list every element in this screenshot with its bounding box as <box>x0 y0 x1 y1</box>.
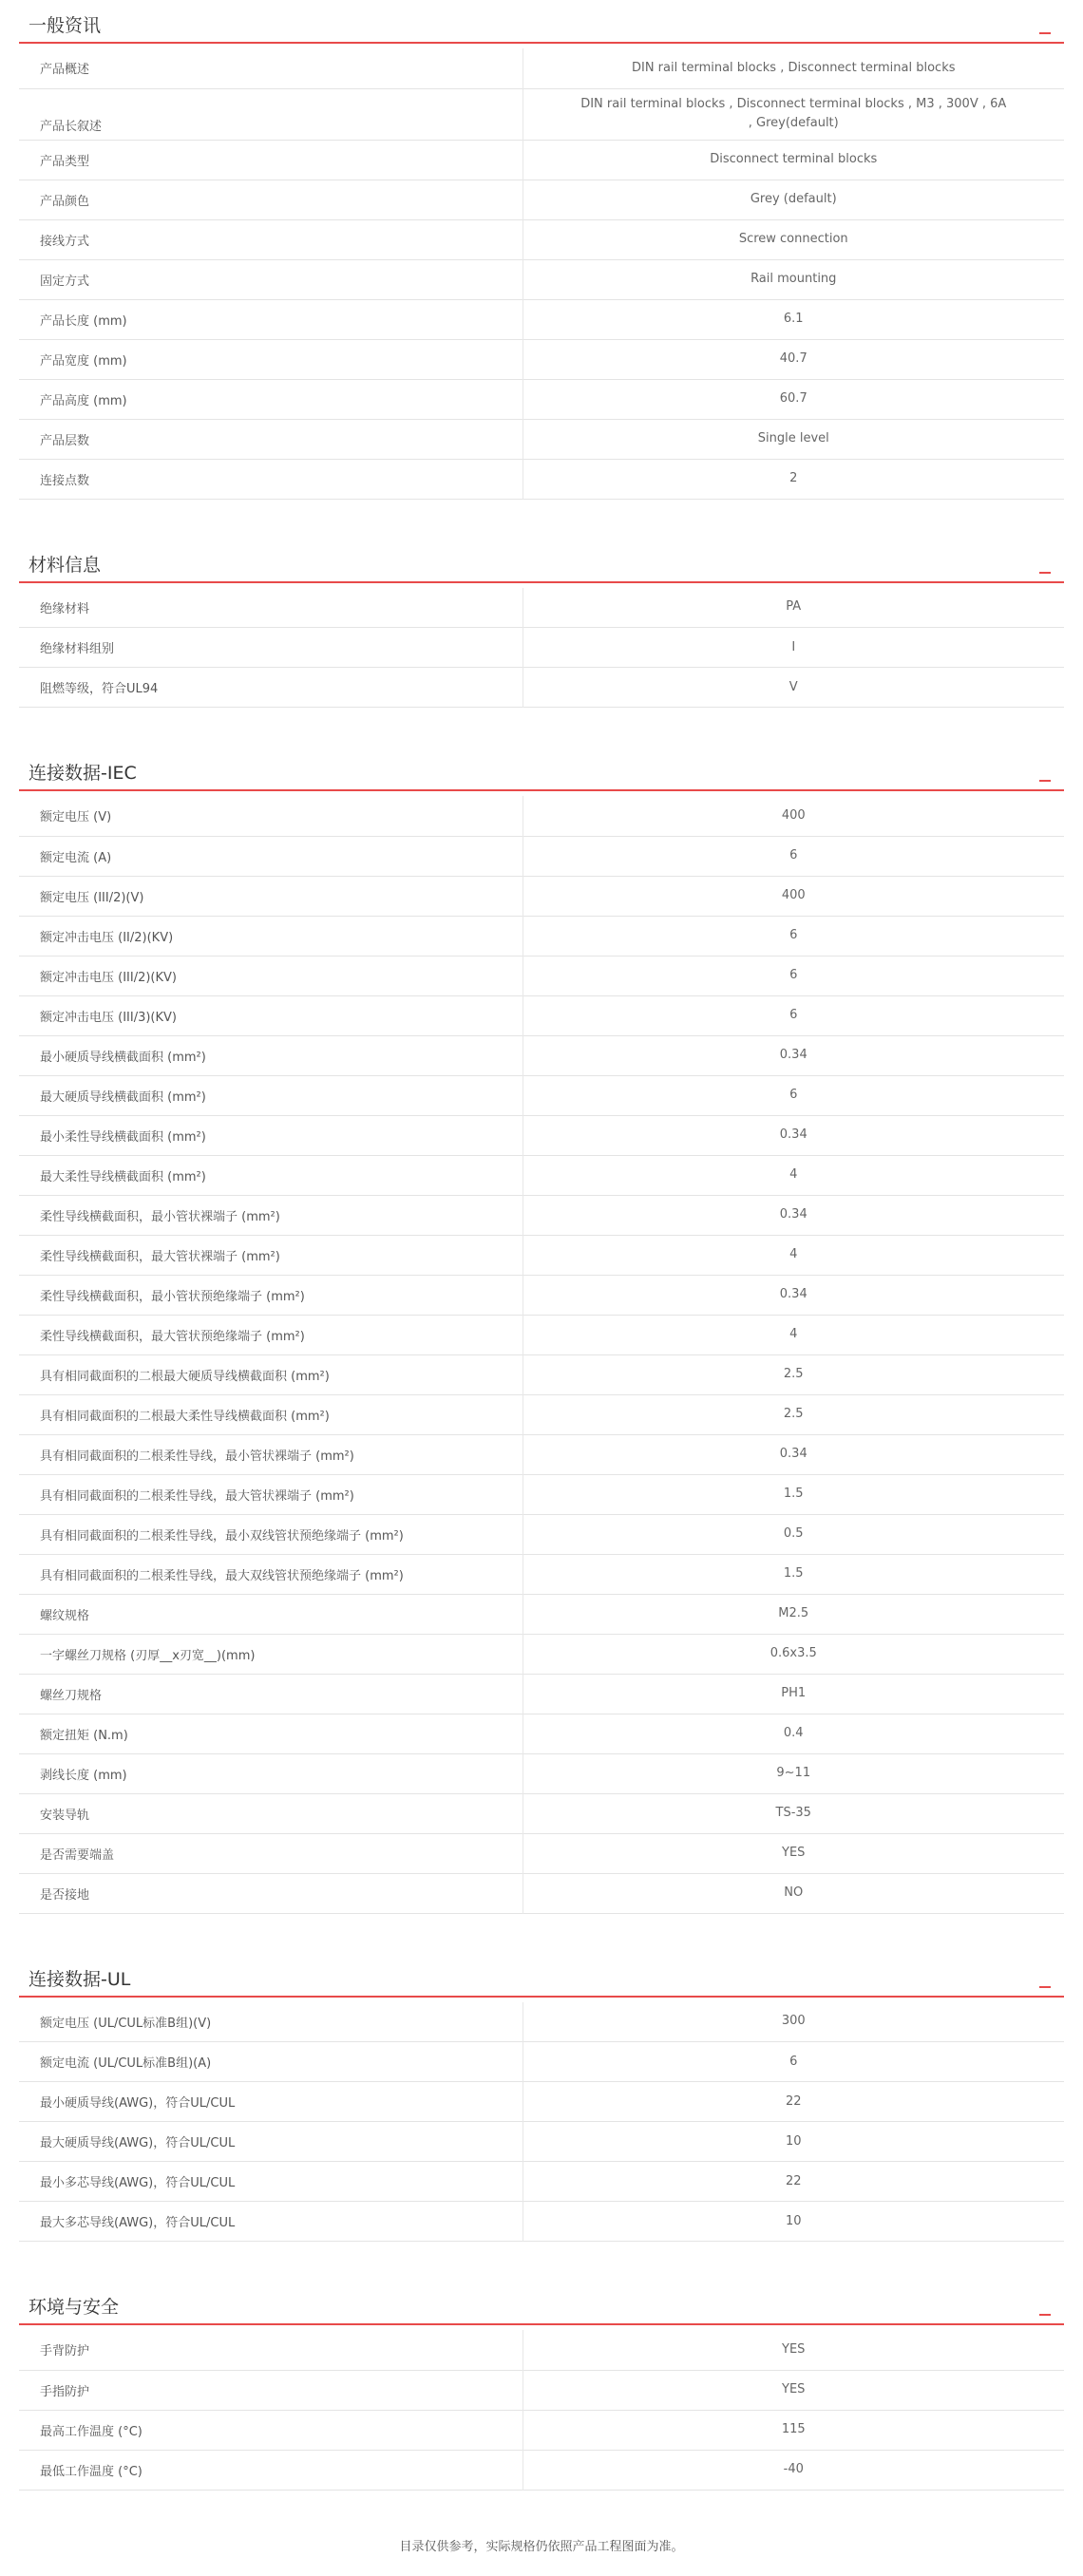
spec-label: 具有相同截面积的二根柔性导线，最大管状裸端子 (mm²) <box>19 1474 522 1514</box>
spec-label: 最大多芯导线(AWG)，符合UL/CUL <box>19 2202 522 2242</box>
spec-section <box>19 540 1064 709</box>
spec-value: 2 <box>789 471 798 485</box>
spec-value: DIN rail terminal blocks , Disconnect terminal blocks , M3 , 300V , 6A , Grey(default) <box>580 97 1007 130</box>
collapse-minus-icon[interactable] <box>1039 1986 1051 1988</box>
spec-row <box>19 1873 1064 1913</box>
spec-value: 60.7 <box>779 391 808 406</box>
collapse-minus-icon[interactable] <box>1039 572 1051 574</box>
spec-row <box>19 1714 1064 1753</box>
spec-value: 400 <box>781 807 806 823</box>
spec-row <box>19 1674 1064 1714</box>
spec-label: 螺纹规格 <box>19 1594 522 1634</box>
spec-value: -40 <box>783 2462 804 2476</box>
spec-value: 10 <box>785 2213 802 2228</box>
spec-value: 0.6x3.5 <box>770 1646 817 1660</box>
spec-label: 是否需要端盖 <box>19 1833 522 1873</box>
spec-table <box>19 796 1064 1914</box>
spec-value: PH1 <box>781 1686 807 1700</box>
spec-label: 额定电流 (UL/CUL标准B组)(A) <box>19 2042 522 2082</box>
spec-table <box>19 48 1064 500</box>
spec-value: Rail mounting <box>750 272 837 286</box>
spec-label: 额定扭矩 (N.m) <box>19 1714 522 1753</box>
spec-value: I <box>791 639 796 654</box>
spec-label: 最小多芯导线(AWG)，符合UL/CUL <box>19 2162 522 2202</box>
spec-label: 固定方式 <box>19 259 522 299</box>
spec-row <box>19 1474 1064 1514</box>
spec-label: 额定电压 (V) <box>19 796 522 836</box>
spec-label: 额定冲击电压 (III/2)(KV) <box>19 956 522 995</box>
spec-row <box>19 2370 1064 2410</box>
spec-row <box>19 995 1064 1035</box>
spec-section <box>19 1954 1064 2243</box>
spec-row <box>19 459 1064 499</box>
section-title: 连接数据-IEC <box>28 763 137 784</box>
section-title: 环境与安全 <box>28 2297 120 2318</box>
section-title: 材料信息 <box>28 554 102 576</box>
spec-row <box>19 88 1064 140</box>
spec-label: 最大柔性导线横截面积 (mm²) <box>19 1155 522 1195</box>
spec-section <box>19 2282 1064 2491</box>
spec-row <box>19 180 1064 219</box>
spec-value: 1.5 <box>783 1487 804 1501</box>
spec-row <box>19 1075 1064 1115</box>
spec-row <box>19 876 1064 916</box>
spec-row <box>19 1753 1064 1793</box>
spec-label: 柔性导线横截面积，最大管状预绝缘端子 (mm²) <box>19 1315 522 1354</box>
section-header[interactable] <box>19 2282 1064 2325</box>
section-gap <box>19 500 1064 540</box>
spec-label: 最小柔性导线横截面积 (mm²) <box>19 1115 522 1155</box>
spec-row <box>19 956 1064 995</box>
spec-label: 接线方式 <box>19 219 522 259</box>
spec-value: TS-35 <box>775 1806 811 1820</box>
spec-value: 6 <box>789 1088 798 1102</box>
spec-label: 产品高度 (mm) <box>19 379 522 419</box>
spec-label: 产品颜色 <box>19 180 522 219</box>
spec-label: 产品概述 <box>19 48 522 88</box>
section-header[interactable] <box>19 540 1064 583</box>
spec-value: 2.5 <box>783 1367 804 1381</box>
spec-label: 产品长度 (mm) <box>19 299 522 339</box>
spec-value: 4 <box>789 1247 798 1261</box>
spec-row <box>19 2202 1064 2242</box>
spec-label: 连接点数 <box>19 459 522 499</box>
spec-label: 最大硬质导线横截面积 (mm²) <box>19 1075 522 1115</box>
spec-label: 手指防护 <box>19 2370 522 2410</box>
spec-row <box>19 219 1064 259</box>
spec-value: 0.4 <box>783 1726 804 1740</box>
spec-value: 400 <box>781 888 806 902</box>
spec-value: YES <box>782 2341 806 2357</box>
spec-label: 柔性导线横截面积，最小管状裸端子 (mm²) <box>19 1195 522 1235</box>
spec-label: 剥线长度 (mm) <box>19 1753 522 1793</box>
spec-row <box>19 916 1064 956</box>
spec-label: 额定电压 (UL/CUL标准B组)(V) <box>19 2002 522 2042</box>
spec-row <box>19 379 1064 419</box>
spec-value: 40.7 <box>779 351 808 366</box>
spec-row <box>19 2042 1064 2082</box>
spec-table <box>19 588 1064 709</box>
spec-value: 6 <box>789 848 798 862</box>
spec-row <box>19 1315 1064 1354</box>
spec-value: 0.34 <box>779 1048 808 1062</box>
spec-value: 2.5 <box>783 1407 804 1421</box>
spec-value: PA <box>786 599 802 615</box>
spec-row <box>19 2450 1064 2490</box>
spec-row <box>19 2162 1064 2202</box>
spec-label: 一字螺丝刀规格 (刃厚__x刃宽__)(mm) <box>19 1634 522 1674</box>
spec-row <box>19 1275 1064 1315</box>
spec-value: YES <box>782 2382 806 2396</box>
spec-row <box>19 1793 1064 1833</box>
spec-label: 具有相同截面积的二根柔性导线，最大双线管状预绝缘端子 (mm²) <box>19 1554 522 1594</box>
spec-row <box>19 836 1064 876</box>
spec-row <box>19 1554 1064 1594</box>
spec-value: M2.5 <box>778 1606 809 1620</box>
spec-row <box>19 299 1064 339</box>
spec-value: 10 <box>785 2133 802 2149</box>
section-header[interactable] <box>19 748 1064 791</box>
section-title: 一般资讯 <box>28 15 102 36</box>
spec-row <box>19 588 1064 628</box>
spec-label: 额定电流 (A) <box>19 836 522 876</box>
spec-row <box>19 140 1064 180</box>
spec-row <box>19 1514 1064 1554</box>
spec-value: V <box>788 679 798 694</box>
spec-row <box>19 2082 1064 2122</box>
spec-label: 安装导轨 <box>19 1793 522 1833</box>
spec-label: 最低工作温度 (°C) <box>19 2450 522 2490</box>
spec-value: 0.34 <box>779 1447 808 1461</box>
spec-label: 阻燃等级，符合UL94 <box>19 668 522 708</box>
spec-row <box>19 48 1064 88</box>
spec-label: 额定电压 (III/2)(V) <box>19 876 522 916</box>
spec-value: DIN rail terminal blocks , Disconnect terminal blocks <box>631 60 956 75</box>
spec-label: 产品层数 <box>19 419 522 459</box>
spec-label: 额定冲击电压 (III/3)(KV) <box>19 995 522 1035</box>
spec-value: 0.5 <box>783 1526 804 1541</box>
spec-label: 是否接地 <box>19 1873 522 1913</box>
spec-value: Grey (default) <box>750 192 837 206</box>
footer-disclaimer: 目录仅供参考，实际规格仍依照产品工程图面为准。 <box>399 2539 684 2554</box>
spec-label: 最小硬质导线(AWG)，符合UL/CUL <box>19 2082 522 2122</box>
spec-value: 1.5 <box>783 1566 804 1581</box>
spec-row <box>19 1035 1064 1075</box>
spec-value: 0.34 <box>779 1207 808 1222</box>
spec-value: 4 <box>789 1327 798 1341</box>
spec-value: Single level <box>757 431 829 445</box>
spec-value: 6 <box>789 2054 798 2069</box>
collapse-minus-icon[interactable] <box>1039 2314 1051 2316</box>
spec-row <box>19 1833 1064 1873</box>
spec-label: 手背防护 <box>19 2330 522 2370</box>
spec-value: 300 <box>781 2014 806 2029</box>
spec-label: 柔性导线横截面积，最大管状裸端子 (mm²) <box>19 1235 522 1275</box>
spec-label: 产品宽度 (mm) <box>19 339 522 379</box>
spec-row <box>19 1155 1064 1195</box>
spec-value: 22 <box>785 2173 802 2188</box>
spec-value: 115 <box>781 2422 806 2436</box>
spec-row <box>19 2002 1064 2042</box>
spec-row <box>19 1634 1064 1674</box>
spec-label: 绝缘材料组别 <box>19 628 522 668</box>
spec-section <box>19 748 1064 1914</box>
section-gap <box>19 1914 1064 1954</box>
spec-value: 4 <box>789 1167 798 1182</box>
spec-value: 6 <box>789 968 798 982</box>
spec-label: 具有相同截面积的二根最大硬质导线横截面积 (mm²) <box>19 1354 522 1394</box>
spec-section <box>19 0 1064 500</box>
spec-label: 额定冲击电压 (II/2)(KV) <box>19 916 522 956</box>
spec-value: NO <box>784 1885 804 1900</box>
spec-row <box>19 668 1064 708</box>
spec-label: 产品长叙述 <box>19 88 522 140</box>
spec-row <box>19 1394 1064 1434</box>
spec-value: 6 <box>789 928 798 942</box>
spec-label: 螺丝刀规格 <box>19 1674 522 1714</box>
spec-label: 柔性导线横截面积，最小管状预绝缘端子 (mm²) <box>19 1275 522 1315</box>
spec-row <box>19 339 1064 379</box>
section-header[interactable] <box>19 1954 1064 1998</box>
spec-row <box>19 1594 1064 1634</box>
spec-value: Screw connection <box>738 232 848 246</box>
section-gap <box>19 708 1064 748</box>
spec-value: 9~11 <box>776 1766 811 1780</box>
spec-table <box>19 2330 1064 2491</box>
spec-row <box>19 1235 1064 1275</box>
spec-value: Disconnect terminal blocks <box>710 152 878 166</box>
spec-label: 绝缘材料 <box>19 588 522 628</box>
spec-row <box>19 1195 1064 1235</box>
collapse-minus-icon[interactable] <box>1039 32 1051 34</box>
spec-value: 22 <box>785 2093 802 2109</box>
collapse-minus-icon[interactable] <box>1039 780 1051 782</box>
spec-label: 最大硬质导线(AWG)，符合UL/CUL <box>19 2122 522 2162</box>
spec-value: 6 <box>789 1008 798 1022</box>
spec-label: 最高工作温度 (°C) <box>19 2410 522 2450</box>
spec-row <box>19 796 1064 836</box>
section-title: 连接数据-UL <box>28 1968 131 1990</box>
spec-label: 具有相同截面积的二根柔性导线，最小管状裸端子 (mm²) <box>19 1434 522 1474</box>
spec-label: 产品类型 <box>19 140 522 180</box>
spec-row <box>19 259 1064 299</box>
spec-row <box>19 2410 1064 2450</box>
spec-row <box>19 2330 1064 2370</box>
section-header[interactable] <box>19 0 1064 44</box>
spec-row <box>19 1434 1064 1474</box>
section-gap <box>19 2242 1064 2282</box>
spec-value: YES <box>782 1846 806 1860</box>
spec-table <box>19 2002 1064 2243</box>
spec-label: 具有相同截面积的二根最大柔性导线横截面积 (mm²) <box>19 1394 522 1434</box>
spec-row <box>19 1115 1064 1155</box>
spec-label: 最小硬质导线横截面积 (mm²) <box>19 1035 522 1075</box>
spec-row <box>19 2122 1064 2162</box>
spec-value: 0.34 <box>779 1287 808 1301</box>
spec-row <box>19 419 1064 459</box>
spec-row <box>19 628 1064 668</box>
spec-row <box>19 1354 1064 1394</box>
spec-label: 具有相同截面积的二根柔性导线，最小双线管状预绝缘端子 (mm²) <box>19 1514 522 1554</box>
spec-value: 6.1 <box>783 312 804 326</box>
spec-value: 0.34 <box>779 1127 808 1142</box>
